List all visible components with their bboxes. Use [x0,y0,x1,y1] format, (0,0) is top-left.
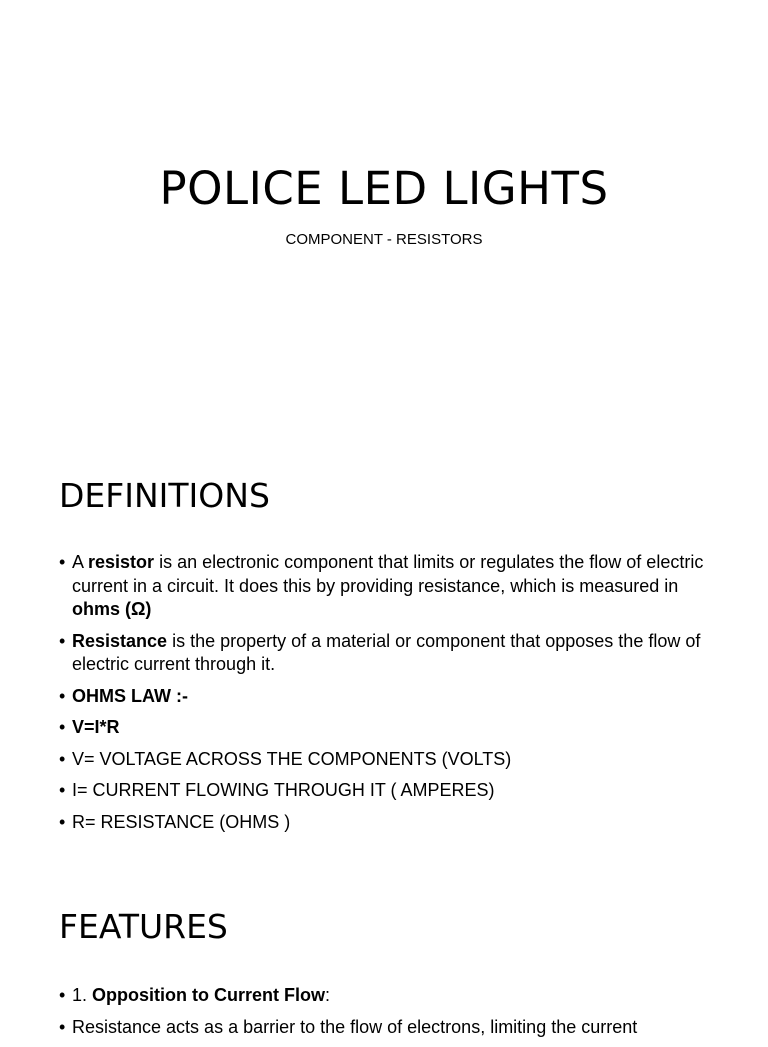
definitions-heading: DEFINITIONS [59,476,270,515]
list-item-ohms-law [59,685,719,709]
list-item-bold-text: ohms (Ω) [72,599,152,619]
list-item-bold-text: resistor [88,552,155,572]
list-item-bold-text: V=I*R [72,717,120,737]
list-item-text: 1. [72,985,93,1005]
list-item-bold-text: Opposition to Current Flow [92,985,325,1005]
page-title: POLICE LED LIGHTS [159,162,609,215]
list-item-resistance [59,811,719,835]
list-item-resistance-definition [59,630,719,677]
list-item-resistor-definition [59,551,719,622]
list-item-text: A [72,552,89,572]
list-item-bold-text: OHMS LAW :- [72,685,188,706]
list-item-current [59,779,719,803]
list-item-text: V= VOLTAGE ACROSS THE COMPONENTS (VOLTS) [72,748,512,769]
list-item-text: R= RESISTANCE (OHMS ) [72,811,291,832]
list-item-opposition [59,984,719,1008]
list-item-text: is an electronic component that limits or regulates the flow of electric current in a circuit. It does this by providing resistance, which is measured in [72,552,704,596]
list-item-text: Resistance acts as a barrier to the flow of electrons, limiting the current [72,1016,638,1037]
list-item-formula [59,716,719,740]
features-list [59,984,719,1047]
page-subtitle: COMPONENT - RESISTORS [285,231,483,248]
list-item-voltage [59,748,719,772]
list-item-text: is the property of a material or component that opposes the flow of electric current through it. [72,630,701,674]
title-slide [0,0,768,430]
definitions-list [59,551,719,842]
features-heading: FEATURES [59,907,228,946]
list-item-barrier [59,1016,719,1040]
list-item-bold-text: Resistance [72,630,168,651]
list-item-text: I= CURRENT FLOWING THROUGH IT ( AMPERES) [72,780,495,800]
list-item-text: : [325,985,331,1005]
